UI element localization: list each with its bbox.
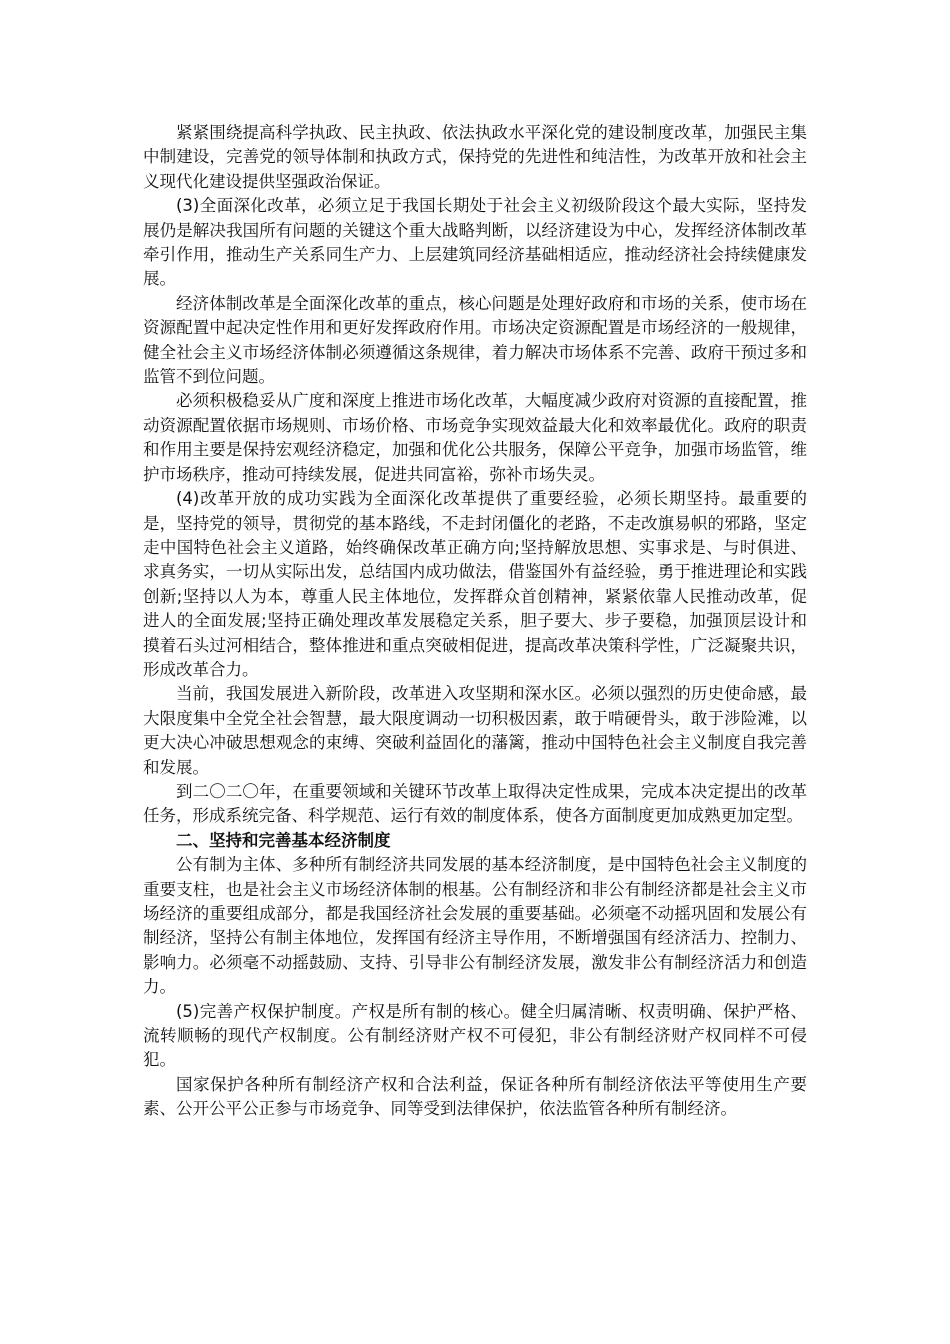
paragraph-basic-economic-system: 公有制为主体、多种所有制经济共同发展的基本经济制度，是中国特色社会主义制度的重要支柱，也是社会主义市场经济体制的根基。公有制经济和非公有制经济都是社会主义市场经济的重要组成部分，都是我国经济社会发展的重要基础。必须毫不动摇巩固和发展公有制经济，坚持公有制主体地位，发挥国有经济主导作用，不断增强国有经济活力、控制力、影响力。必须毫不动摇鼓励、支持、引导非公有制经济发展，激发非公有制经济活力和创造力。 [143, 855, 807, 997]
document-body [143, 121, 807, 1122]
paragraph-current-stage: 当前，我国发展进入新阶段，改革进入攻坚期和深水区。必须以强烈的历史使命感，最大限度集中全党全社会智慧，最大限度调动一切积极因素，敢于啃硬骨头，敢于涉险滩，以更大决心冲破思想观念的束缚、突破利益固化的藩篱，推动中国特色社会主义制度自我完善和发展。 [143, 684, 807, 777]
paragraph-item-3: (3)全面深化改革，必须立足于我国长期处于社会主义初级阶段这个最大实际，坚持发展仍是解决我国所有问题的关键这个重大战略判断，以经济建设为中心，发挥经济体制改革牵引作用，推动生产关系同生产力、上层建筑同经济基础相适应，推动经济社会持续健康发展。 [143, 196, 807, 289]
paragraph-economic-reform: 经济体制改革是全面深化改革的重点，核心问题是处理好政府和市场的关系，使市场在资源配置中起决定性作用和更好发挥政府作用。市场决定资源配置是市场经济的一般规律，健全社会主义市场经济体制必须遵循这条规律，着力解决市场体系不完善、政府干预过多和监管不到位问题。 [143, 293, 807, 387]
paragraph-property-protection: 国家保护各种所有制经济产权和合法利益，保证各种所有制经济依法平等使用生产要素、公开公平公正参与市场竞争、同等受到法律保护，依法监管各种所有制经济。 [143, 1074, 807, 1119]
section-heading: 二、坚持和完善基本经济制度 [176, 830, 391, 850]
paragraph-item-5: (5)完善产权保护制度。产权是所有制的核心。健全归属清晰、权责明确、保护严格、流转顺畅的现代产权制度。公有制经济财产权不可侵犯，非公有制经济财产权同样不可侵犯。 [143, 1001, 807, 1070]
paragraph-item-4: (4)改革开放的成功实践为全面深化改革提供了重要经验，必须长期坚持。最重要的是，坚持党的领导，贯彻党的基本路线，不走封闭僵化的老路，不走改旗易帜的邪路，坚定走中国特色社会主义道路，始终确保改革正确方向;坚持解放思想、实事求是、与时俱进、求真务实，一切从实际出发，总结国内成功做法，借鉴国外有益经验，勇于推进理论和实践创新;坚持以人为本，尊重人民主体地位，发挥群众首创精神，紧紧依靠人民推动改革，促进人的全面发展;坚持正确处理改革发展稳定关系，胆子要大、步子要稳，加强顶层设计和摸着石头过河相结合，整体推进和重点突破相促进，提高改革决策科学性，广泛凝聚共识，形成改革合力。 [143, 489, 807, 679]
paragraph-party-building: 紧紧围绕提高科学执政、民主执政、依法执政水平深化党的建设制度改革，加强民主集中制建设，完善党的领导体制和执政方式，保持党的先进性和纯洁性，为改革开放和社会主义现代化建设提供坚强政治保证。 [143, 123, 807, 191]
paragraph-market-reform: 必须积极稳妥从广度和深度上推进市场化改革，大幅度减少政府对资源的直接配置，推动资源配置依据市场规则、市场价格、市场竞争实现效益最大化和效率最优化。政府的职责和作用主要是保持宏观经济稳定，加强和优化公共服务，保障公平竞争，加强市场监管，维护市场秩序，推动可持续发展，促进共同富裕，弥补市场失灵。 [143, 391, 807, 484]
paragraph-2020-goal: 到二〇二〇年，在重要领域和关键环节改革上取得决定性成果，完成本决定提出的改革任务，形成系统完备、科学规范、运行有效的制度体系，使各方面制度更加成熟更加定型。 [143, 781, 807, 826]
